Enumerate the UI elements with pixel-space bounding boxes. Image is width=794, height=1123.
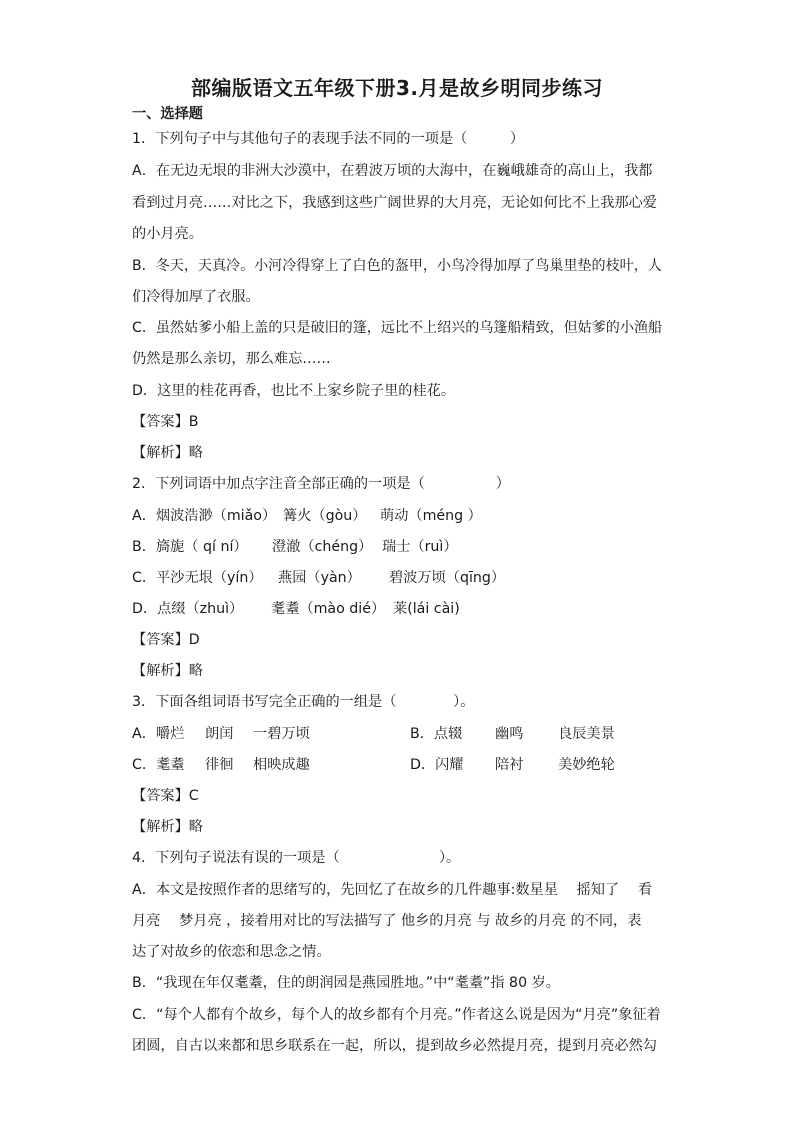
q4-option-c-line1: C．“每个人都有个故乡，每个人的故乡都有个月亮。”作者这么说是因为“月亮”象征着 xyxy=(132,1007,661,1023)
q4-option-a-line2: 月亮 梦月亮 ，接着用对比的写法描写了 他乡的月亮 与 故乡的月亮 的不同，表 xyxy=(132,913,642,929)
q3-option-b-word1: B．点辍 xyxy=(410,726,463,742)
q3-stem: 3．下面各组词语书写完全正确的一组是（ ）。 xyxy=(132,694,475,710)
q2-option-c-word1: C．平沙无垠（yín） xyxy=(132,570,263,586)
q1-stem: 1．下列句子中与其他句子的表现手法不同的一项是（ ） xyxy=(132,131,525,147)
q4-stem: 4．下列句子说法有误的一项是（ ）。 xyxy=(132,850,461,866)
q1-option-b-line2: 们冷得加厚了衣服。 xyxy=(132,289,260,305)
q2-option-b-word3: 瑞士（ruì） xyxy=(382,539,458,555)
q2-stem: 2．下列词语中加点字注音全部正确的一项是（ ） xyxy=(132,476,510,492)
q3-option-d-word3: 美妙绝轮 xyxy=(558,757,615,773)
q4-option-c-line2: 团圆，自古以来都和思乡联系在一起，所以，提到故乡必然提月亮，提到月亮必然勾 xyxy=(132,1038,657,1054)
q3-option-b-word3: 良辰美景 xyxy=(558,726,615,742)
q2-option-b-word2: 澄澈（chéng） xyxy=(272,539,373,555)
q4-option-a-line1: A．本文是按照作者的思绪写的，先回忆了在故乡的几件趣事:数星星 摇知了 看 xyxy=(132,882,653,898)
q3-option-c-word1: C．耄耋 xyxy=(132,757,185,773)
q1-option-c-line2: 仍然是那么亲切，那么难忘…… xyxy=(132,351,331,367)
q2-option-d-word3: 莱(lái cài) xyxy=(393,601,460,617)
q3-option-a-word2: 朗闰 xyxy=(205,726,234,742)
q1-option-d: D．这里的桂花再香，也比不上家乡院子里的桂花。 xyxy=(132,383,456,399)
q2-option-b-word1: B．旖旎（ qí ní） xyxy=(132,539,248,555)
q4-option-a-line3: 达了对故乡的依恋和思念之情。 xyxy=(132,944,331,960)
q2-option-a-word2: 篝火（gòu） xyxy=(283,508,367,524)
q3-option-a-word3: 一碧万顷 xyxy=(253,726,310,742)
q3-option-b-word2: 幽鸣 xyxy=(495,726,524,742)
q1-option-b-line1: B．冬天，天真冷。小河冷得穿上了白色的盔甲，小鸟冷得加厚了鸟巢里垫的枝叶，人 xyxy=(132,258,662,274)
q1-answer: 【答案】B xyxy=(132,414,199,430)
q2-option-c-word2: 燕园（yàn） xyxy=(278,570,361,586)
q1-option-a-line3: 的小月亮。 xyxy=(132,226,203,242)
section-heading: 一、选择题 xyxy=(132,106,203,122)
q2-option-d-word1: D．点缀（zhuì） xyxy=(132,601,244,617)
q1-option-c-line1: C．虽然姑爹小船上盖的只是破旧的篷，远比不上绍兴的乌篷船精致，但姑爹的小渔船 xyxy=(132,320,663,336)
q4-option-b: B．“我现在年仅耄耋，住的朗润园是燕园胜地。”中“耄耋”指 80 岁。 xyxy=(132,975,560,991)
q3-option-d-word2: 陪衬 xyxy=(495,757,524,773)
q3-answer: 【答案】C xyxy=(132,788,199,804)
q3-option-a-word1: A．嚼烂 xyxy=(132,726,185,742)
q3-option-c-word2: 徘徊 xyxy=(205,757,234,773)
q2-option-c-word3: 碧波万顷（qīng） xyxy=(389,570,506,586)
q3-analysis: 【解析】略 xyxy=(132,819,203,835)
q1-analysis: 【解析】略 xyxy=(132,445,203,461)
q2-analysis: 【解析】略 xyxy=(132,663,203,679)
q2-answer: 【答案】D xyxy=(132,632,200,648)
q3-option-c-word3: 相映成趣 xyxy=(253,757,310,773)
q1-option-a-line2: 看到过月亮……对比之下，我感到这些广阔世界的大月亮，无论如何比不上我那心爱 xyxy=(132,195,657,211)
document-title: 部编版语文五年级下册3.月是故乡明同步练习 xyxy=(190,76,603,100)
q2-option-d-word2: 耄耋（mào dié） xyxy=(271,601,386,617)
q1-option-a-line1: A．在无边无垠的非洲大沙漠中，在碧波万顷的大海中，在巍峨雄奇的高山上，我都 xyxy=(132,163,653,179)
q2-option-a-word3: 萌动（méng ） xyxy=(380,508,482,524)
q3-option-d-word1: D．闪耀 xyxy=(410,757,464,773)
q2-option-a-word1: A．烟波浩渺（miǎo） xyxy=(132,508,277,524)
